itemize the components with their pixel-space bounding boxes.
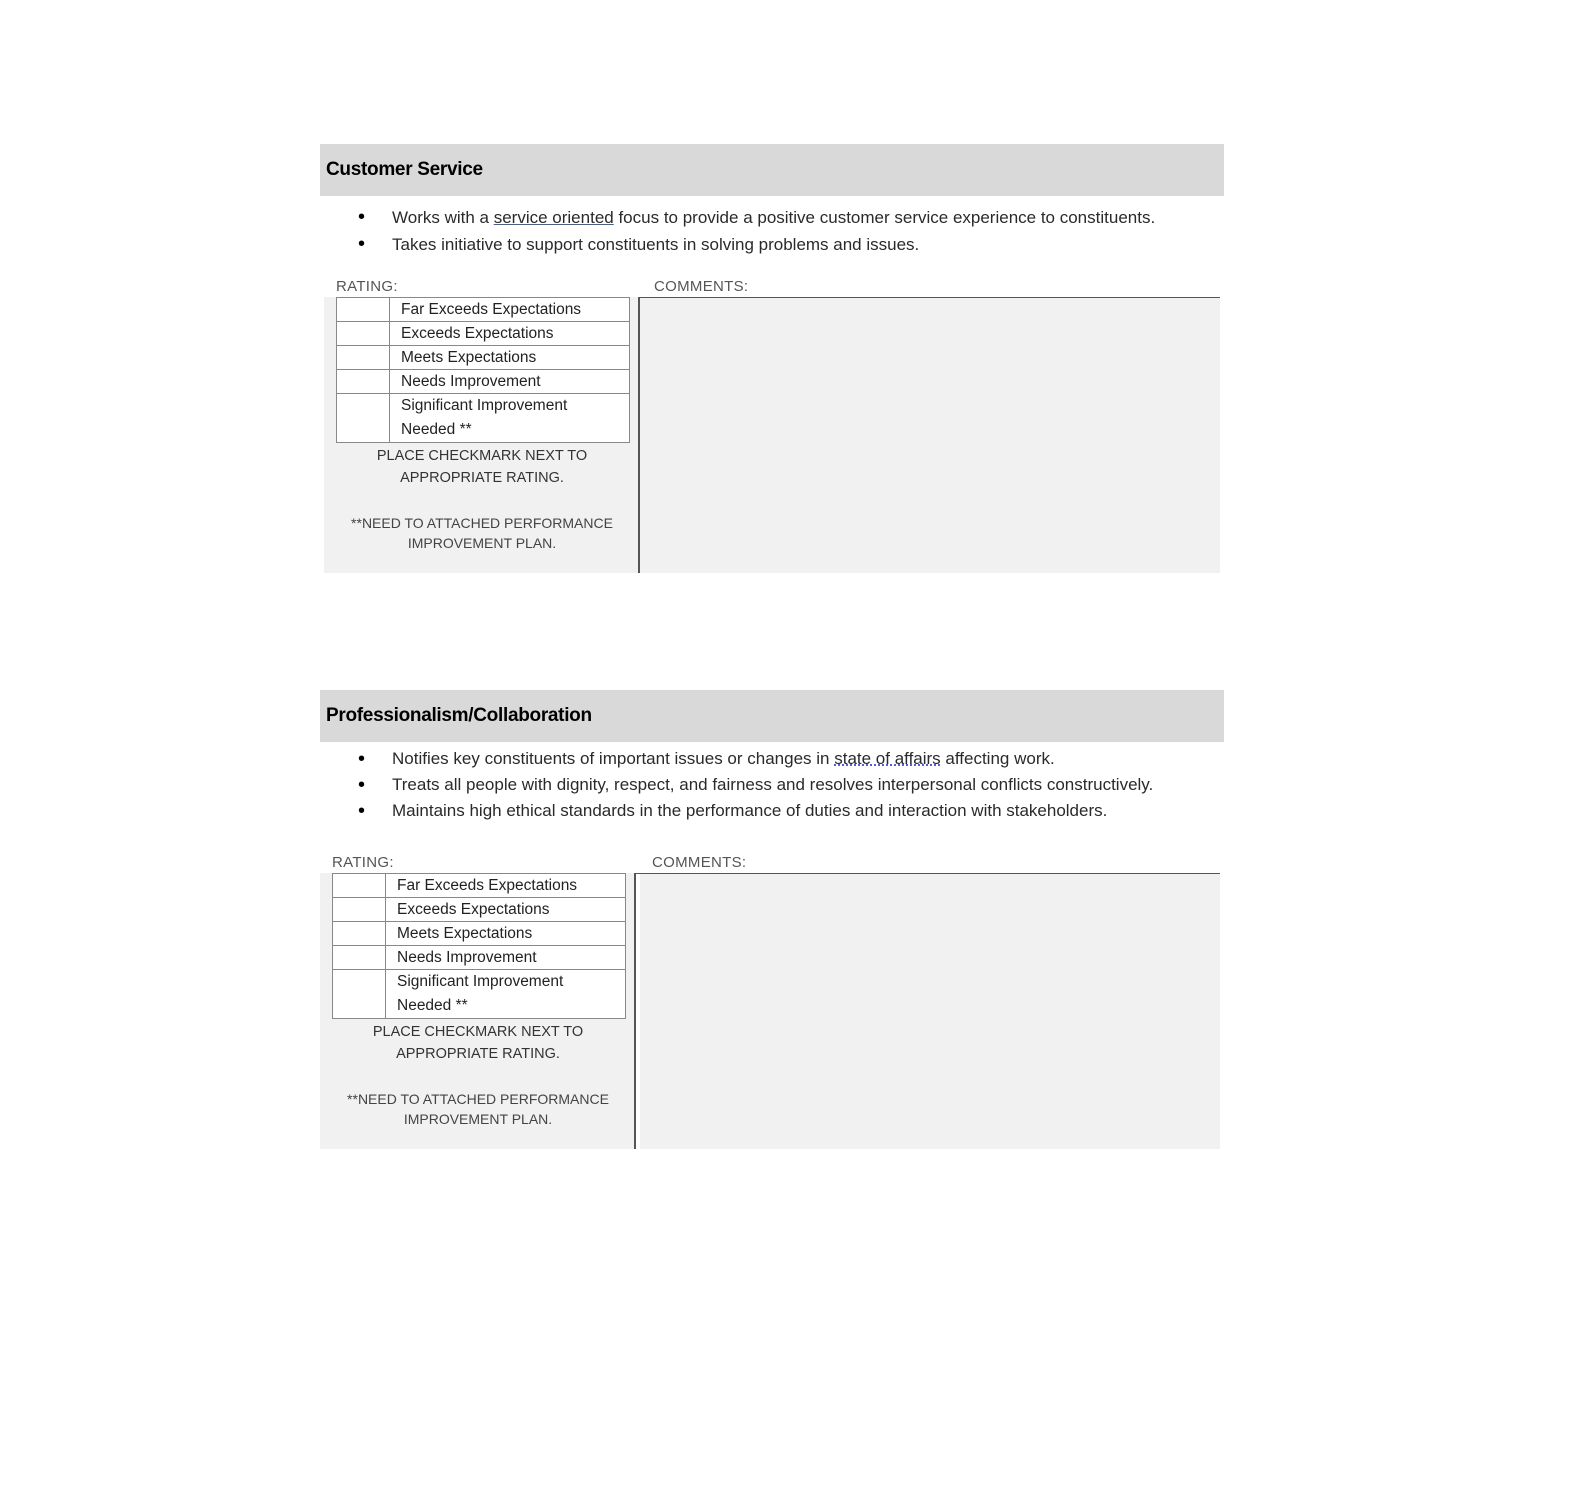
rating-row — [337, 322, 630, 346]
rating-table — [332, 873, 626, 1019]
bullet-item: • Maintains high ethical standards in the performance of duties and interaction with stakeholders. — [392, 798, 1162, 824]
rating-checkbox[interactable] — [333, 898, 386, 922]
rating-option: Meets Expectations — [386, 922, 626, 946]
rating-checkbox[interactable] — [337, 370, 390, 394]
rating-checkbox[interactable] — [333, 874, 386, 898]
grammar-mark: state of affairs — [834, 749, 941, 768]
rating-option: Needs Improvement — [390, 370, 630, 394]
rating-row — [333, 946, 626, 970]
comments-field[interactable] — [640, 874, 1220, 1149]
rating-checkbox[interactable] — [337, 322, 390, 346]
rating-label: RATING: — [336, 278, 398, 295]
rating-row — [337, 370, 630, 394]
bullet-item: • Treats all people with dignity, respect, and fairness and resolves interpersonal conflicts constructively. — [392, 772, 1162, 798]
rating-pane — [320, 873, 636, 1149]
rating-option: Exceeds Expectations — [390, 322, 630, 346]
section-professionalism — [320, 690, 1224, 1149]
pip-note: **NEED TO ATTACHED PERFORMANCE IMPROVEMENT PLAN. — [351, 515, 613, 551]
section-customer-service — [320, 144, 1224, 573]
rating-row — [337, 298, 630, 322]
rating-checkbox[interactable] — [337, 346, 390, 370]
bullet-item: • Takes initiative to support constituents in solving problems and issues. — [392, 231, 1162, 258]
rating-row — [337, 394, 630, 443]
rating-option: Significant Improvement Needed ** — [390, 394, 630, 443]
bullet-list — [320, 204, 1224, 258]
rating-row — [333, 970, 626, 1019]
rating-option: Meets Expectations — [390, 346, 630, 370]
bullet-list — [320, 746, 1224, 824]
rating-row — [337, 346, 630, 370]
rating-row — [333, 922, 626, 946]
section-title: Professionalism/Collaboration — [320, 690, 1224, 742]
rating-checkbox[interactable] — [333, 970, 386, 1019]
rating-table — [336, 297, 630, 443]
rating-checkbox[interactable] — [333, 922, 386, 946]
comments-field[interactable] — [640, 298, 1220, 573]
rating-block — [320, 278, 1224, 573]
rating-label: RATING: — [332, 854, 394, 871]
rating-row — [333, 898, 626, 922]
rating-pane — [324, 297, 640, 573]
rating-option: Significant Improvement Needed ** — [386, 970, 626, 1019]
bullet-item: • Works with a service oriented focus to provide a positive customer service experience to constituents. — [392, 204, 1162, 231]
rating-option: Exceeds Expectations — [386, 898, 626, 922]
spelling-mark: service oriented — [493, 208, 614, 227]
instruction-text: PLACE CHECKMARK NEXT TO APPROPRIATE RATING. — [376, 448, 588, 486]
rating-checkbox[interactable] — [337, 298, 390, 322]
rating-checkbox[interactable] — [337, 394, 390, 443]
section-title: Customer Service — [320, 144, 1224, 196]
rating-block — [320, 854, 1224, 1149]
rating-option: Needs Improvement — [386, 946, 626, 970]
bullet-item: • Notifies key constituents of important issues or changes in state of affairs affecting work. — [392, 746, 1162, 772]
rating-row — [333, 874, 626, 898]
instruction-text: PLACE CHECKMARK NEXT TO APPROPRIATE RATING. — [372, 1024, 584, 1062]
rating-option: Far Exceeds Expectations — [390, 298, 630, 322]
comments-label: COMMENTS: — [652, 854, 747, 871]
rating-option: Far Exceeds Expectations — [386, 874, 626, 898]
comments-label: COMMENTS: — [654, 278, 749, 295]
rating-checkbox[interactable] — [333, 946, 386, 970]
pip-note: **NEED TO ATTACHED PERFORMANCE IMPROVEMENT PLAN. — [347, 1091, 609, 1127]
